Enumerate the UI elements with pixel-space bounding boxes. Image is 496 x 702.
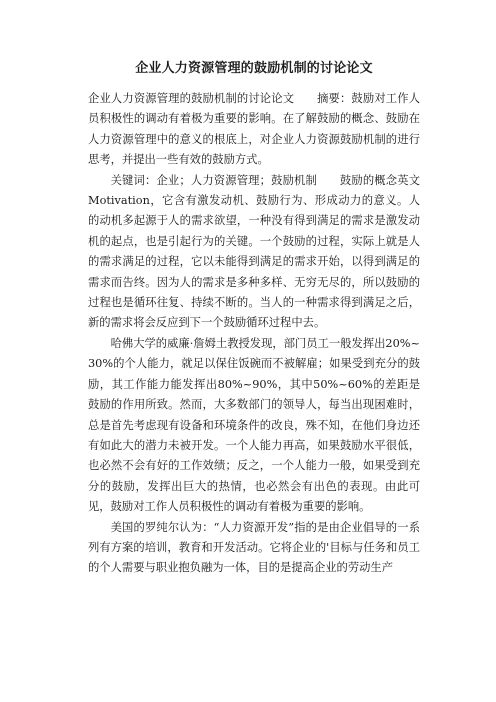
document-page — [88, 60, 420, 579]
intro-paragraph: 企业人力资源管理的鼓励机制的讨论论文 摘要：鼓励对工作人员积极性的调动有着极为重要的影响。在了解鼓励的概念、鼓励在人力资源管理中的意义的根底上，对企业人力资源鼓励机制的进行思考，并提出一些有效的鼓励方式。 — [88, 92, 420, 167]
rowell-paragraph: 美国的罗纯尔认为：“人力资源开发”指的是由企业倡导的一系列有方案的培训，教育和开发活动。它将企业的'目标与任务和员工的个人需要与职业抱负融为一体，目的是提高企业的劳动生产 — [88, 520, 420, 575]
keywords-paragraph: 关键词：企业；人力资源管理；鼓励机制 鼓励的概念英文Motivation，它含有激发动机、鼓励行为、形成动力的意义。人的动机多起源于人的需求欲望，一种没有得到满足的需求是激发动机的起点，也是引起行为的关键。一个鼓励的过程，实际上就是人的需求满足的过程，它以未能得到满足的需求开始，以得到满足的需求而告终。因为人的需求是多种多样、无穷无尽的，所以鼓励的过程也是循环往复、持续不断的。当人的一种需求得到满足之后，新的需求将会反应到下一个鼓励循环过程中去。 — [88, 173, 420, 330]
harvard-paragraph: 哈佛大学的威廉·詹姆土教授发现，部门员工一般发挥出20%~30%的个人能力，就足以保住饭碗而不被解雇；如果受到充分的鼓励，其工作能力能发挥出80%~90%，其中50%~60%的差距是鼓励的作用所致。然而，大多数部门的领导人，每当出现困难时，总是首先考虑现有设备和环境条件的改良，殊不知，在他们身边还有如此大的潜力未被开发。一个人能力再高，如果鼓励水平很低，也必然不会有好的工作效绩；反之，一个人能力一般，如果受到充分的鼓励，发挥出巨大的热情，也必然会有出色的表现。由此可见，鼓励对工作人员积极性的调动有着极为重要的影响。 — [88, 336, 420, 514]
document-title: 企业人力资源管理的鼓励机制的讨论论文 — [135, 61, 373, 76]
